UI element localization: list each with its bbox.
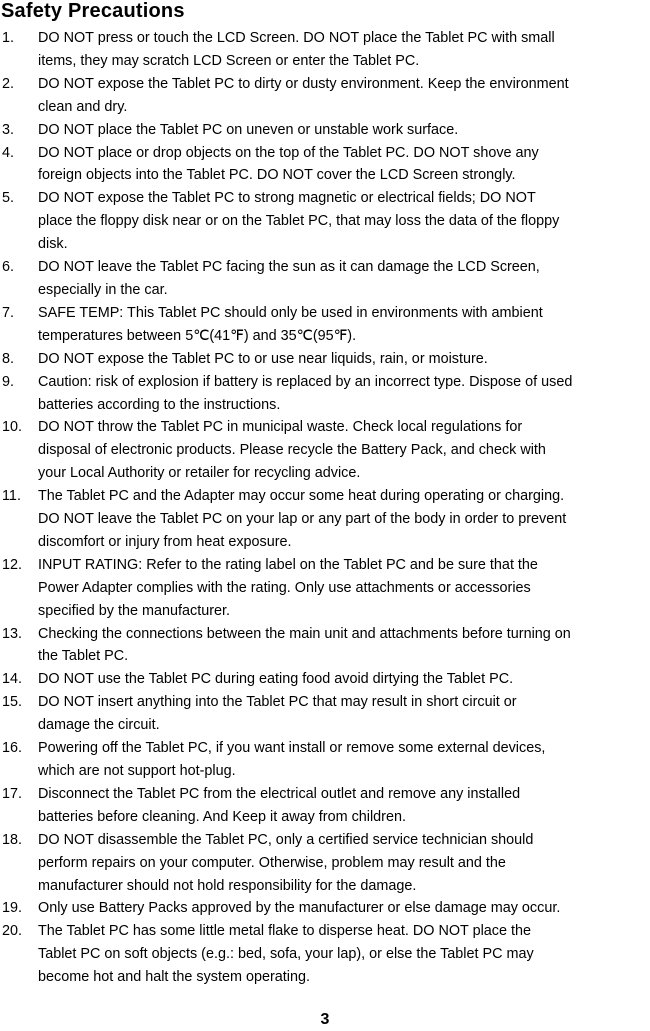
item-text-line: clean and dry.: [38, 98, 128, 115]
item-number: 10.: [2, 419, 23, 436]
list-item: [0, 829, 650, 898]
item-text-line: perform repairs on your computer. Otherwise, problem may result and the: [38, 854, 506, 871]
item-text-line: place the floppy disk near or on the Tablet PC, that may loss the data of the floppy: [38, 213, 560, 230]
list-item: [0, 256, 650, 302]
item-number: 11.: [2, 488, 21, 505]
item-number: 13.: [2, 625, 23, 642]
item-text-line: discomfort or injury from heat exposure.: [38, 533, 292, 550]
item-text-line: the Tablet PC.: [38, 648, 129, 665]
item-text-line: batteries according to the instructions.: [38, 396, 281, 413]
item-text-line: DO NOT expose the Tablet PC to dirty or dusty environment. Keep the environment: [38, 75, 569, 92]
item-number: 5.: [2, 190, 15, 207]
list-item: [0, 187, 650, 256]
item-number: 12.: [2, 556, 23, 573]
item-text-line: Tablet PC on soft objects (e.g.: bed, sofa, your lap), or else the Tablet PC may: [38, 946, 534, 963]
item-number: 18.: [2, 831, 23, 848]
item-number: 17.: [2, 785, 23, 802]
item-text-line: DO NOT use the Tablet PC during eating food avoid dirtying the Tablet PC.: [38, 671, 514, 688]
item-text-line: foreign objects into the Tablet PC. DO NOT cover the LCD Screen strongly.: [38, 167, 516, 184]
list-item: [0, 737, 650, 783]
list-item: [0, 348, 650, 371]
item-number: 19.: [2, 900, 23, 917]
list-item: [0, 73, 650, 119]
item-number: 7.: [2, 304, 15, 321]
item-text-line: Checking the connections between the main unit and attachments before turning on: [38, 625, 571, 642]
item-text-line: SAFE TEMP: This Tablet PC should only be used in environments with ambient: [38, 304, 543, 321]
item-text-line: DO NOT leave the Tablet PC facing the sun as it can damage the LCD Screen,: [38, 259, 540, 276]
item-number: 15.: [2, 694, 23, 711]
item-text-line: DO NOT throw the Tablet PC in municipal waste. Check local regulations for: [38, 419, 523, 436]
list-item: [0, 27, 650, 73]
list-item: [0, 142, 650, 188]
item-text-line: batteries before cleaning. And Keep it away from children.: [38, 808, 406, 825]
list-item: [0, 554, 650, 623]
list-item: [0, 897, 650, 920]
page-title: Safety Precautions: [1, 0, 185, 22]
list-item: [0, 783, 650, 829]
item-text-line: Only use Battery Packs approved by the manufacturer or else damage may occur.: [38, 900, 561, 917]
item-number: 16.: [2, 740, 23, 757]
item-text-line: disk.: [38, 236, 68, 253]
list-item: [0, 691, 650, 737]
item-text-line: damage the circuit.: [38, 717, 160, 734]
item-text-line: DO NOT press or touch the LCD Screen. DO NOT place the Tablet PC with small: [38, 30, 555, 46]
item-number: 1.: [2, 30, 15, 46]
item-text-line: disposal of electronic products. Please recycle the Battery Pack, and check with: [38, 442, 546, 459]
list-item: [0, 119, 650, 142]
item-text-line: DO NOT disassemble the Tablet PC, only a certified service technician should: [38, 831, 534, 848]
item-text-line: which are not support hot-plug.: [38, 763, 236, 779]
item-text-line: The Tablet PC has some little metal flake to disperse heat. DO NOT place the: [38, 923, 531, 940]
item-number: 2.: [2, 75, 15, 92]
item-number: 4.: [2, 144, 15, 161]
item-number: 14.: [2, 671, 23, 688]
precautions-list: [0, 27, 650, 989]
item-number: 8.: [2, 350, 15, 367]
list-item: [0, 623, 650, 669]
page-number: 3: [320, 1011, 330, 1028]
item-number: 6.: [2, 259, 15, 276]
item-text-line: temperatures between 5℃(41℉) and 35℃(95℉).: [38, 327, 357, 344]
item-text-line: DO NOT place or drop objects on the top of the Tablet PC. DO NOT shove any: [38, 144, 539, 161]
item-text-line: DO NOT expose the Tablet PC to or use near liquids, rain, or moisture.: [38, 350, 488, 367]
item-text-line: manufacturer should not hold responsibility for the damage.: [38, 877, 417, 894]
item-number: 20.: [2, 923, 23, 940]
item-number: 9.: [2, 373, 15, 390]
item-text-line: INPUT RATING: Refer to the rating label on the Tablet PC and be sure that the: [38, 556, 538, 573]
list-item: [0, 668, 650, 691]
list-item: [0, 302, 650, 348]
list-item: [0, 371, 650, 417]
item-text-line: Power Adapter complies with the rating. Only use attachments or accessories: [38, 579, 531, 596]
list-item: [0, 920, 650, 989]
item-text-line: Caution: risk of explosion if battery is replaced by an incorrect type. Dispose of used: [38, 373, 573, 390]
list-item: [0, 416, 650, 485]
item-text-line: DO NOT insert anything into the Tablet PC that may result in short circuit or: [38, 694, 517, 711]
item-text-line: The Tablet PC and the Adapter may occur some heat during operating or charging.: [38, 488, 565, 505]
item-text-line: your Local Authority or retailer for recycling advice.: [38, 465, 361, 482]
item-text-line: become hot and halt the system operating.: [38, 969, 310, 986]
item-number: 3.: [2, 121, 15, 138]
item-text-line: DO NOT place the Tablet PC on uneven or unstable work surface.: [38, 121, 459, 138]
item-text-line: Disconnect the Tablet PC from the electrical outlet and remove any installed: [38, 785, 521, 802]
item-text-line: especially in the car.: [38, 281, 168, 298]
item-text-line: specified by the manufacturer.: [38, 602, 230, 619]
item-text-line: items, they may scratch LCD Screen or enter the Tablet PC.: [38, 52, 420, 69]
item-text-line: Powering off the Tablet PC, if you want install or remove some external devices,: [38, 740, 546, 757]
item-text-line: DO NOT leave the Tablet PC on your lap or any part of the body in order to prevent: [38, 511, 567, 528]
list-item: [0, 485, 650, 554]
item-text-line: DO NOT expose the Tablet PC to strong magnetic or electrical fields; DO NOT: [38, 190, 536, 207]
